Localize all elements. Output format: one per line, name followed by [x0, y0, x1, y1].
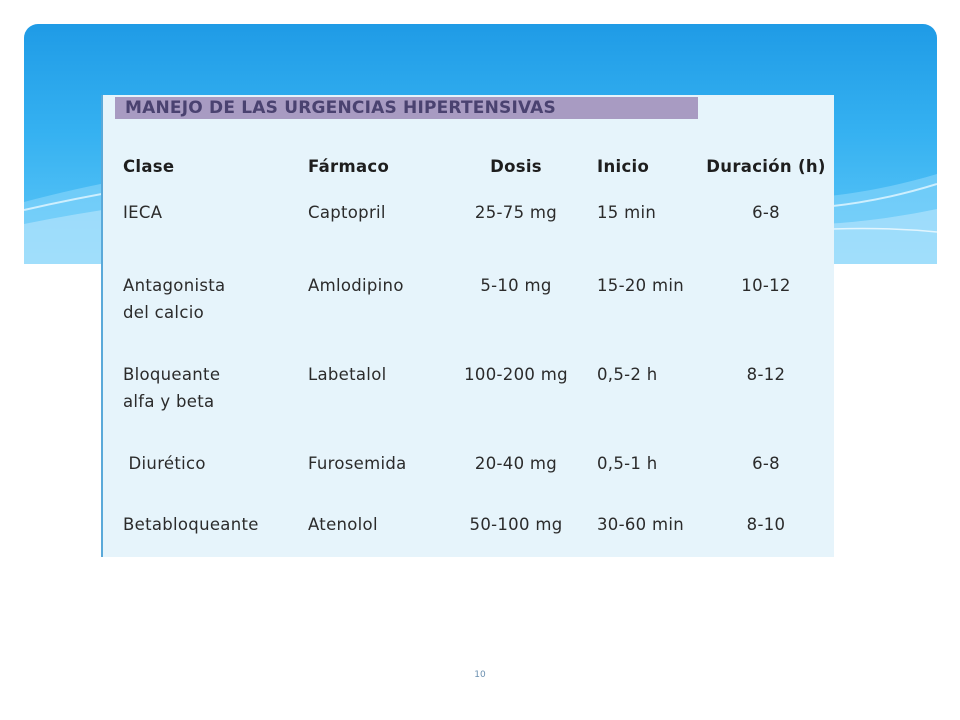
cell-clase: del calcio: [123, 303, 204, 322]
cell-dosis: 5-10 mg: [480, 276, 552, 295]
table-title: MANEJO DE LAS URGENCIAS HIPERTENSIVAS: [115, 97, 698, 119]
cell-farmaco: Amlodipino: [308, 276, 404, 295]
cell-clase: Bloqueante: [123, 365, 221, 384]
cell-clase: IECA: [123, 203, 163, 222]
cell-farmaco: Labetalol: [308, 365, 387, 384]
cell-duracion: 6-8: [752, 203, 780, 222]
cell-farmaco: Furosemida: [308, 454, 407, 473]
cell-inicio: 30-60 min: [597, 515, 685, 534]
cell-clase: alfa y beta: [123, 392, 215, 411]
header-farmaco: Fármaco: [308, 157, 390, 176]
cell-duracion: 6-8: [752, 454, 780, 473]
cell-farmaco: Atenolol: [308, 515, 378, 534]
cell-inicio: 15 min: [597, 203, 657, 222]
cell-duracion: 8-10: [746, 515, 786, 534]
cell-dosis: 50-100 mg: [469, 515, 563, 534]
cell-dosis: 25-75 mg: [474, 203, 558, 222]
header-duracion: Duración (h): [706, 157, 826, 176]
cell-inicio: 0,5-1 h: [597, 454, 658, 473]
cell-duracion: 10-12: [741, 276, 791, 295]
cell-clase: Diurético: [123, 454, 206, 473]
page-number: 10: [474, 670, 486, 680]
header-clase: Clase: [123, 157, 175, 176]
cell-inicio: 15-20 min: [597, 276, 685, 295]
cell-inicio: 0,5-2 h: [597, 365, 658, 384]
cell-farmaco: Captopril: [308, 203, 386, 222]
cell-clase: Betabloqueante: [123, 515, 259, 534]
table-panel: [101, 95, 834, 557]
cell-dosis: 20-40 mg: [474, 454, 558, 473]
header-inicio: Inicio: [597, 157, 650, 176]
cell-clase: Antagonista: [123, 276, 226, 295]
cell-duracion: 8-12: [746, 365, 786, 384]
header-dosis: Dosis: [490, 157, 542, 176]
cell-dosis: 100-200 mg: [464, 365, 568, 384]
